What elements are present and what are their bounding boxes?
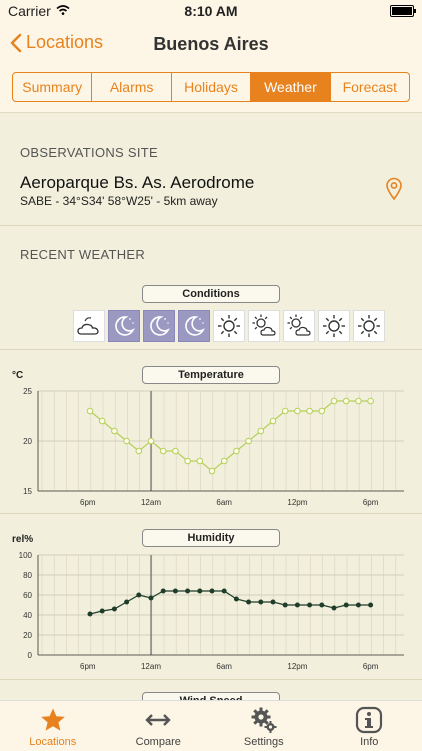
tabbar-locations-label: Locations [29, 736, 76, 748]
data-point [234, 448, 240, 454]
night-clear-icon [180, 312, 208, 340]
data-point [87, 408, 93, 414]
condition-6 [283, 310, 315, 342]
divider [0, 349, 422, 350]
condition-7 [318, 310, 350, 342]
data-point [125, 600, 129, 604]
y-tick-label: 20 [23, 437, 32, 446]
data-point [368, 398, 374, 404]
data-point [221, 458, 227, 464]
data-point [356, 603, 360, 607]
data-point [161, 589, 165, 593]
data-point [356, 398, 362, 404]
condition-4 [213, 310, 245, 342]
humidity-label: Humidity [142, 529, 280, 547]
nav-bar [0, 22, 422, 66]
info-icon [355, 706, 383, 734]
weather-content[interactable] [0, 112, 422, 701]
data-point [99, 418, 105, 424]
data-point [332, 606, 336, 610]
sun-cloud-icon [250, 312, 278, 340]
tabbar-compare[interactable] [106, 701, 212, 751]
y-tick-label: 20 [23, 631, 32, 640]
x-tick-label: 6pm [363, 498, 379, 507]
x-tick-label: 6am [216, 662, 232, 671]
x-tick-label: 12am [141, 498, 161, 507]
data-point [124, 438, 130, 444]
y-tick-label: 60 [23, 591, 32, 600]
data-point [319, 408, 325, 414]
tabbar-locations[interactable] [0, 701, 106, 751]
data-point [295, 408, 301, 414]
data-point [112, 428, 118, 434]
sun-icon [320, 312, 348, 340]
data-point [112, 607, 116, 611]
x-tick-label: 12am [141, 662, 161, 671]
divider [0, 513, 422, 514]
x-tick-label: 6pm [80, 498, 96, 507]
sun-cloud-icon [285, 312, 313, 340]
conditions-label: Conditions [142, 285, 280, 303]
data-point [148, 438, 154, 444]
tab-holidays[interactable]: Holidays [171, 73, 250, 101]
data-point [331, 398, 337, 404]
condition-8 [353, 310, 385, 342]
data-point [209, 468, 215, 474]
y-tick-label: 100 [19, 551, 33, 560]
data-point [320, 603, 324, 607]
x-tick-label: 12pm [287, 662, 307, 671]
data-point [186, 589, 190, 593]
temperature-chart [0, 379, 422, 515]
recent-weather-header: RECENT WEATHER [20, 247, 145, 262]
tabbar-settings[interactable] [211, 701, 317, 751]
back-label: Locations [26, 32, 103, 53]
series-line [90, 591, 371, 614]
x-tick-label: 12pm [287, 498, 307, 507]
temp-unit: °C [12, 370, 23, 381]
data-point [270, 418, 276, 424]
data-point [137, 593, 141, 597]
site-name: Aeroparque Bs. As. Aerodrome [20, 173, 254, 193]
data-point [88, 612, 92, 616]
condition-3 [178, 310, 210, 342]
data-point [210, 589, 214, 593]
carrier-label: Carrier [8, 3, 51, 19]
tab-alarms[interactable]: Alarms [91, 73, 170, 101]
temperature-label: Temperature [142, 366, 280, 384]
x-tick-label: 6pm [80, 662, 96, 671]
data-point [222, 589, 226, 593]
data-point [246, 438, 252, 444]
tabbar-info-label: Info [360, 736, 378, 748]
battery-icon [390, 5, 414, 17]
tab-summary[interactable]: Summary [13, 73, 91, 101]
star-icon [40, 707, 66, 733]
data-point [247, 600, 251, 604]
tabbar-info[interactable] [317, 701, 422, 751]
data-point [369, 603, 373, 607]
data-point [234, 597, 238, 601]
y-tick-label: 15 [23, 487, 32, 496]
page-title: Buenos Aires [0, 34, 422, 55]
data-point [136, 448, 142, 454]
tab-weather[interactable]: Weather [250, 73, 329, 101]
y-tick-label: 80 [23, 571, 32, 580]
data-point [258, 428, 264, 434]
status-bar [0, 0, 422, 22]
data-point [259, 600, 263, 604]
humidity-unit: rel% [12, 534, 33, 545]
data-point [100, 609, 104, 613]
humidity-chart [0, 545, 422, 675]
series-line [90, 401, 371, 471]
data-point [295, 603, 299, 607]
data-point [149, 596, 153, 600]
condition-1 [108, 310, 140, 342]
condition-5 [248, 310, 280, 342]
conditions-row [73, 310, 388, 342]
y-tick-label: 0 [28, 651, 33, 660]
y-tick-label: 40 [23, 611, 32, 620]
data-point [160, 448, 166, 454]
data-point [197, 458, 203, 464]
divider [0, 679, 422, 680]
condition-0 [73, 310, 105, 342]
data-point [307, 408, 313, 414]
tab-bar [0, 700, 422, 751]
site-details: SABE - 34°S34' 58°W25' - 5km away [20, 194, 218, 208]
data-point [173, 448, 179, 454]
gears-icon [250, 706, 278, 734]
condition-2 [143, 310, 175, 342]
compare-arrows-icon [145, 713, 171, 727]
sun-icon [355, 312, 383, 340]
tabbar-compare-label: Compare [136, 736, 181, 748]
data-point [343, 398, 349, 404]
tab-forecast[interactable]: Forecast [330, 73, 409, 101]
y-tick-label: 25 [23, 387, 32, 396]
data-point [271, 600, 275, 604]
night-clear-icon [110, 312, 138, 340]
clock: 8:10 AM [0, 3, 422, 19]
sun-icon [215, 312, 243, 340]
tabbar-settings-label: Settings [244, 736, 284, 748]
data-point [308, 603, 312, 607]
night-clear-icon [145, 312, 173, 340]
data-point [282, 408, 288, 414]
data-point [173, 589, 177, 593]
partly-cloudy-day-icon [75, 312, 103, 340]
divider [0, 225, 422, 226]
x-tick-label: 6am [216, 498, 232, 507]
x-tick-label: 6pm [363, 662, 379, 671]
segmented-control [12, 72, 410, 102]
data-point [283, 603, 287, 607]
map-pin-icon[interactable] [385, 177, 403, 201]
data-point [344, 603, 348, 607]
data-point [198, 589, 202, 593]
data-point [185, 458, 191, 464]
observations-header: OBSERVATIONS SITE [20, 145, 158, 160]
